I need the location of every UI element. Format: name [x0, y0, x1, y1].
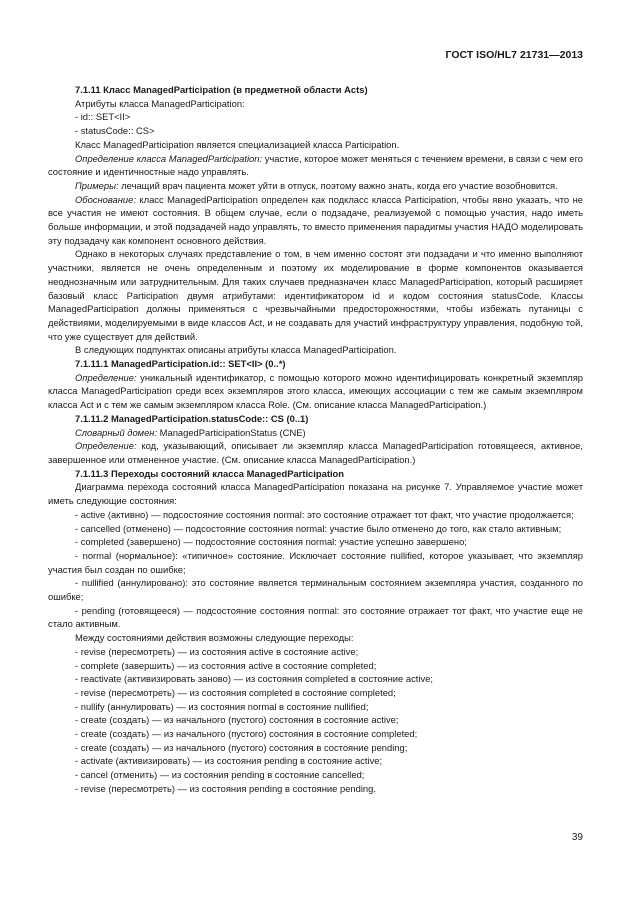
transition-item: - nullify (аннулировать) — из состояния normal в состояние nullified;: [75, 700, 369, 712]
domain-label: Словарный домен:: [75, 426, 158, 438]
statuscode-heading: 7.1.11.2 ManagedParticipation.statusCode:: CS (0..1): [75, 412, 309, 424]
statuscode-definition-label: Определение:: [75, 440, 137, 452]
transition-item: - cancel (отменить) — из состояния pending в состояние cancelled;: [75, 769, 365, 781]
transition-item: - create (создать) — из начального (пустого) состояния в состояние active;: [75, 714, 399, 726]
state-item: - pending (готовящееся) — подсостояние состояния normal: это состояние отражает тот факт, что участие еще не стало активным.: [48, 604, 583, 630]
transition-item: - revise (пересмотреть) — из состояния completed в состояние completed;: [75, 686, 396, 698]
state-item: - nullified (аннулировано): это состояние является терминальным состоянием экземпляра участия, созданного по ошибке;: [48, 577, 583, 603]
definition-text: участие, которое может меняться с течением времени, в связи с чем его состояние и идентичностные надо управлять.: [48, 152, 583, 178]
statuscode-definition-paragraph: [48, 439, 583, 466]
id-definition-label: Определение:: [75, 371, 137, 383]
domain-text: ManagedParticipationStatus (CNE): [157, 426, 306, 438]
document-header: ГОСТ ISO/HL7 21731—2013: [445, 49, 583, 61]
subsections-intro: В следующих подпунктах описаны атрибуты класса ManagedParticipation.: [75, 344, 397, 356]
transitions-intro-text: Диаграмма перехода состояний класса ManagedParticipation показана на рисунке 7. Управляемое участие может иметь следующие состояния:: [48, 481, 583, 507]
state-item: - cancelled (отменено) — подсостояние состояния normal: участие было отменено до того, как стало активным;: [75, 522, 562, 534]
specialization-text: Класс ManagedParticipation является специализацией класса Participation.: [75, 138, 400, 150]
transition-item: - revise (пересмотреть) — из состояния active в состояние active;: [75, 645, 359, 657]
transition-item: - revise (пересмотреть) — из состояния pending в состояние pending.: [75, 782, 376, 794]
statuscode-definition-text: код, указывающий, описывает ли экземпляр класса ManagedParticipation готовящееся, активное, завершенное или отмененное участие. (См. описание класса ManagedParticipation.): [48, 440, 583, 465]
transition-item: - reactivate (активизировать заново) — из состояния completed в состояние active;: [75, 673, 433, 685]
state-item: - normal (нормальное): «типичное» состояние. Исключает состояние nullified, которое указывает, что экземпляр участия был создан по ошибке;: [48, 549, 583, 575]
transition-item: - complete (завершить) — из состояния active в состояние completed;: [75, 659, 377, 671]
definition-paragraph: [48, 152, 583, 179]
state-item: - completed (завершено) — подсостояние состояния normal: участие успешно завершено;: [75, 536, 467, 548]
section-heading: 7.1.11 Класс ManagedParticipation (в предметной области Acts): [75, 84, 368, 95]
transition-item: - activate (активизировать) — из состояния pending в состояние active;: [75, 755, 383, 767]
id-heading: 7.1.11.1 ManagedParticipation.id:: SET<II> (0..*): [75, 358, 286, 370]
justification-text: класс ManagedParticipation определен как подкласс класса Participation, чтобы явно указать, что не все участия не имеют состояния. В общем случае, если о подзадаче, реализуемой с помощью участия, надо иметь больше информации, и этой подзадачей надо управлять, то вместо применения парадигмы участия НАДО моделировать эту подзадачу как компонент основного действия.: [48, 193, 583, 246]
state-item: - active (активно) — подсостояние состояния normal: это состояние отражает тот факт, что участие продолжается;: [75, 508, 574, 520]
examples-paragraph: [48, 179, 583, 193]
justification-label: Обоснование:: [75, 193, 136, 205]
page-body: [48, 83, 583, 796]
transition-item: - create (создать) — из начального (пустого) состояния в состояние completed;: [75, 728, 418, 740]
examples-label: Примеры:: [75, 179, 119, 191]
transitions-list-intro: Между состояниями действия возможны следующие переходы:: [75, 632, 354, 644]
attribute-statuscode: - statusCode:: CS>: [75, 125, 155, 137]
transitions-heading: 7.1.11.3 Переходы состояний класса ManagedParticipation: [75, 467, 344, 479]
justification-paragraph: [48, 193, 583, 248]
however-paragraph: Однако в некоторых случаях представление о том, в чем именно состоят эти подзадачи и что именно выполняют участники, является не очень определенным и поэтому их моделирование в форме компонентов оказывается неоднозначным или затруднительным. Для таких случаев предназначен класс ManagedParticipation, который расширяет базовый класс Participation двумя атрибутами: идентификатором id и кодом состояния statusCode. Классы ManagedParticipation должны применяться с чрезвычайными предосторожностями, чтобы избежать путаницы с действиями, моделируемыми в виде классов Act, и не создавать для участий инфраструктуру управления, подобную той, что уже существует для действий.: [48, 248, 583, 342]
attributes-intro: Атрибуты класса ManagedParticipation:: [75, 97, 245, 109]
id-definition-text: уникальный идентификатор, с помощью которого можно идентифицировать конкретный экземпляр класса ManagedParticipation среди всех экземпляров этого класса, имеющих ассоциации с тем же самым экземпляром класса Act и с тем же самым экземпляром класса Role. (См. описание класса ManagedParticipation.): [48, 371, 583, 411]
domain-paragraph: [48, 426, 583, 440]
examples-text: лечащий врач пациента может уйти в отпуск, поэтому важно знать, когда его участие возобновится.: [118, 179, 558, 191]
page-number: 39: [571, 832, 583, 843]
transition-item: - create (создать) — из начального (пустого) состояния в состояние pending;: [75, 741, 408, 753]
id-definition-paragraph: [48, 371, 583, 412]
attribute-id: - id:: SET<II>: [75, 111, 131, 123]
definition-label: Определение класса ManagedParticipation:: [75, 152, 263, 164]
